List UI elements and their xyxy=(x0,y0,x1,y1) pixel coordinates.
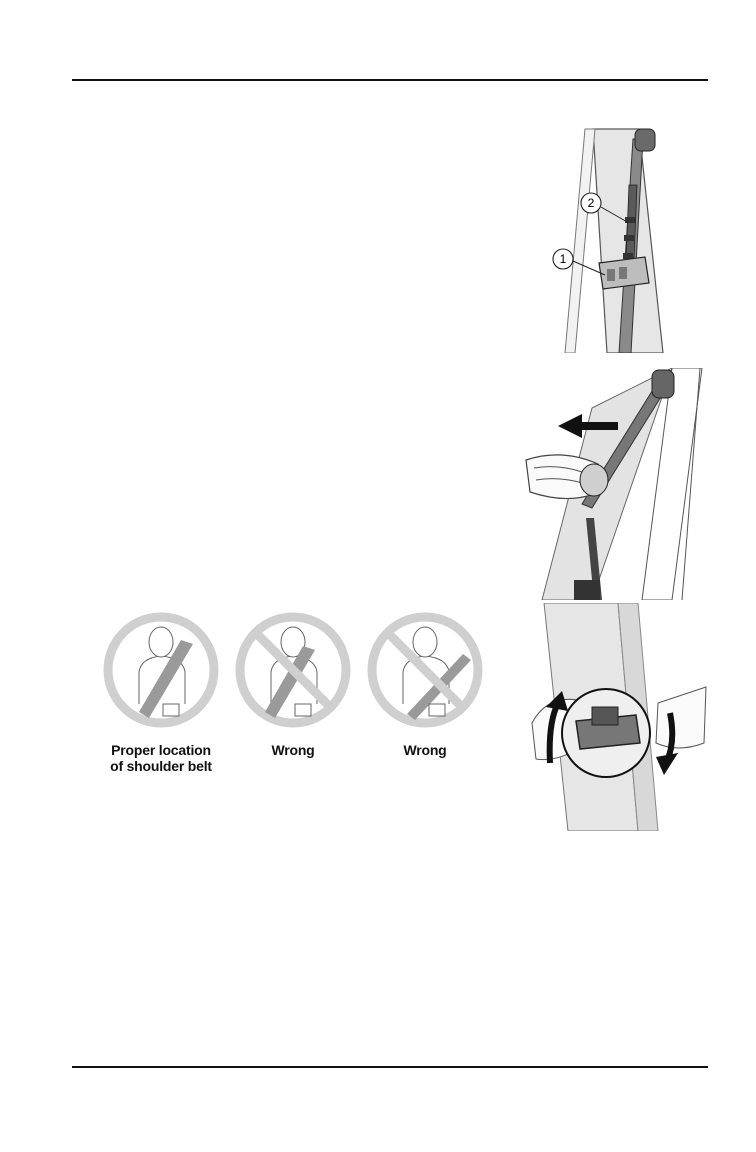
caption-proper-line-2: of shoulder belt xyxy=(110,758,212,774)
belt-guide-illustration xyxy=(545,125,670,353)
belt-wrong-illustration-2 xyxy=(367,612,483,728)
anchor-rotation-illustration xyxy=(528,603,708,831)
adjuster-slide-illustration xyxy=(522,368,708,600)
belt-proper-illustration xyxy=(103,612,219,728)
footer-rule xyxy=(72,1066,708,1068)
callout-2: 2 xyxy=(587,196,595,210)
caption-proper xyxy=(96,742,226,774)
caption-wrong-1: Wrong xyxy=(271,742,315,758)
header-rule xyxy=(72,79,708,81)
belt-wrong-illustration-1 xyxy=(235,612,351,728)
callout-1: 1 xyxy=(559,252,567,266)
caption-wrong-2: Wrong xyxy=(403,742,447,758)
caption-proper-line-1: Proper location xyxy=(111,742,211,758)
